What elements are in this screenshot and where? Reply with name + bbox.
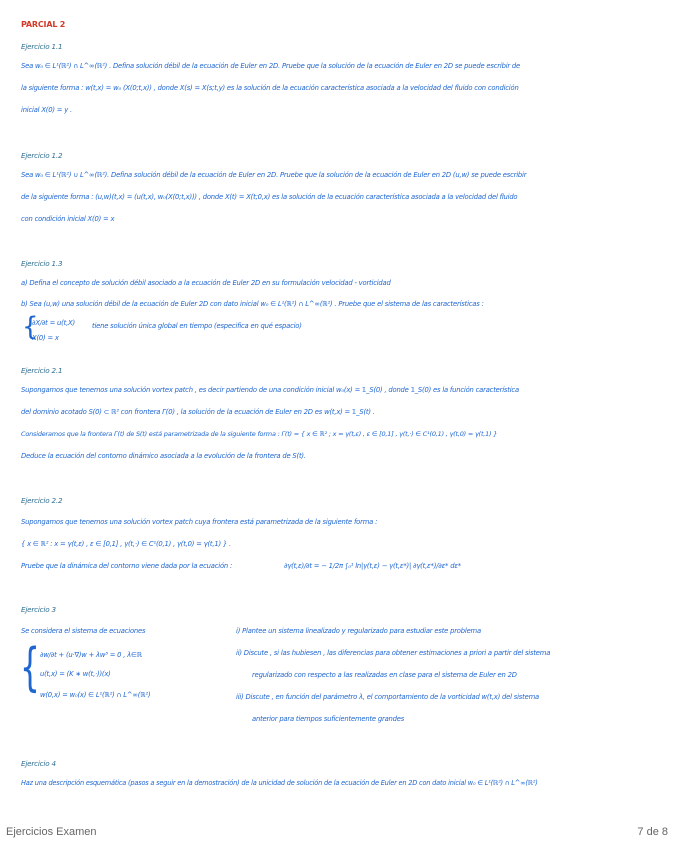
footer-document-title: Ejercicios Examen — [6, 826, 97, 838]
exercise-3-item-ii-line-2: regularizado con respecto a las realizadas en clase para el sistema de Euler en 2D — [252, 671, 517, 679]
exercise-2-2-heading: Ejercicio 2.2 — [21, 496, 63, 505]
exercise-1-3-heading: Ejercicio 1.3 — [21, 259, 63, 268]
characteristic-equation: ∂X/∂t = u(t,X) — [32, 319, 75, 327]
initial-data-equation: w(0,x) = w₀(x) ∈ L¹(ℝ²) ∩ L^∞(ℝ²) — [40, 691, 151, 699]
exercise-1-2-line-3: con condición inicial X(0) = x — [21, 215, 115, 223]
exercise-3-intro: Se considera el sistema de ecuaciones — [21, 627, 146, 635]
exercise-3-item-iii-line-2: anterior para tiempos suficientemente grandes — [252, 715, 405, 723]
characteristic-initial-condition: X(0) = x — [32, 334, 59, 342]
exercise-2-1-line-3: Consideramos que la frontera Γ(t) de S(t) está parametrizada de la siguiente forma : Γ(t) = { x ∈ ℝ² ; x = γ(t,ε) , ε ∈ [0,1] , γ(t,·) ∈ C¹(0,1) , γ(t,0) = γ(t,1) } — [21, 430, 498, 438]
exercise-1-3-part-b: b) Sea (u,w) una solución débil de la ecuación de Euler 2D con dato inicial w₀ ∈ L¹(ℝ²) ∩ L^∞(ℝ²) . Pruebe que el sistema de las características : — [21, 300, 484, 308]
exercise-3-item-ii-line-1: ii) Discute , si las hubiesen , las diferencias para obtener estimaciones a priori a partir del sistema — [236, 649, 551, 657]
characteristic-remark: tiene solución única global en tiempo (especifica en qué espacio) — [92, 322, 302, 330]
exercise-3-heading: Ejercicio 3 — [21, 605, 56, 614]
exercise-3-item-iii-line-1: iii) Discute , en función del parámetro λ, el comportamiento de la vorticidad w(t,x) del sistema — [236, 693, 539, 701]
page-title: PARCIAL 2 — [21, 20, 66, 29]
equation-system-brace: { — [20, 638, 40, 698]
exercise-4-heading: Ejercicio 4 — [21, 759, 56, 768]
exercise-1-2-heading: Ejercicio 1.2 — [21, 151, 63, 160]
system-brace: { — [22, 312, 39, 342]
exercise-2-1-heading: Ejercicio 2.1 — [21, 366, 63, 375]
exercise-4-line-1: Haz una descripción esquemática (pasos a seguir en la demostración) de la unicidad de solución de la ecuación de Euler en 2D con dato inicial w₀ ∈ L¹(ℝ²) ∩ L^∞(ℝ²) — [21, 779, 538, 787]
exercise-2-2-line-1: Supongamos que tenemos una solución vortex patch cuya frontera está parametrizada de la siguiente forma : — [21, 518, 378, 526]
velocity-equation: u(t,x) = (K ∗ w(t,·))(x) — [40, 670, 111, 678]
vorticity-equation: ∂w/∂t + (u·∇)w + λw³ = 0 , λ∈ℝ — [40, 651, 142, 659]
exercise-3-item-i: i) Plantee un sistema linealizado y regularizado para estudiar este problema — [236, 627, 481, 635]
exercise-1-1-line-2: la siguiente forma : w(t,x) = w₀ (X(0;t,x)) , donde X(s) = X(s;t,y) es la solución de la ecuación característica asociada a la velocidad del fluido con condición — [21, 84, 519, 92]
exercise-2-1-line-2: del dominio acotado S(0) ⊂ ℝ² con frontera Γ(0) , la solución de la ecuación de Euler en 2D es w(t,x) = 𝟙_S(t) . — [21, 408, 375, 416]
exercise-1-1-heading: Ejercicio 1.1 — [21, 42, 63, 51]
exercise-2-2-line-3: Pruebe que la dinámica del contorno viene dada por la ecuación : — [21, 562, 233, 570]
exercise-1-3-part-a: a) Defina el concepto de solución débil asociado a la ecuación de Euler 2D en su formulación velocidad - vorticidad — [21, 279, 391, 287]
exercise-1-1-line-3: inicial X(0) = y . — [21, 106, 72, 114]
exercise-1-2-line-2: de la siguiente forma : (u,w)(t,x) = (u(t,x), w₀(X(0;t,x))) , donde X(t) = X(t;0,x) es la solución de la ecuación característica asociada a la velocidad del fluido — [21, 193, 518, 201]
contour-dynamics-equation: ∂γ(t,ε)/∂t = − 1/2π ∫₀¹ ln|γ(t,ε) − γ(t,ε*)| ∂γ(t,ε*)/∂ε* dε* — [284, 562, 461, 570]
exercise-2-2-line-2: { x ∈ ℝ² : x = γ(t,ε) , ε ∈ [0,1] , γ(t,·) ∈ C¹(0,1) , γ(t,0) = γ(t,1) } . — [21, 540, 231, 548]
exercise-1-2-line-1: Sea w₀ ∈ L¹(ℝ²) ∪ L^∞(ℝ²). Defina solución débil de la ecuación de Euler en 2D. Pruebe que la solución de la ecuación de Euler en 2D (u,w) se puede escribir — [21, 171, 527, 179]
exercise-2-1-line-1: Supongamos que tenemos una solución vortex patch , es decir partiendo de una condición inicial w₀(x) = 𝟙_S(0) , donde 𝟙_S(0) es la función característica — [21, 386, 519, 394]
footer-page-number: 7 de 8 — [637, 826, 668, 838]
exercise-1-1-line-1: Sea w₀ ∈ L¹(ℝ²) ∩ L^∞(ℝ²) . Defina solución débil de la ecuación de Euler en 2D. Pruebe que la solución de la ecuación de Euler en 2D se puede escribir de — [21, 62, 521, 70]
exercise-2-1-line-4: Deduce la ecuación del contorno dinámico asociada a la evolución de la frontera de S(t). — [21, 452, 306, 460]
